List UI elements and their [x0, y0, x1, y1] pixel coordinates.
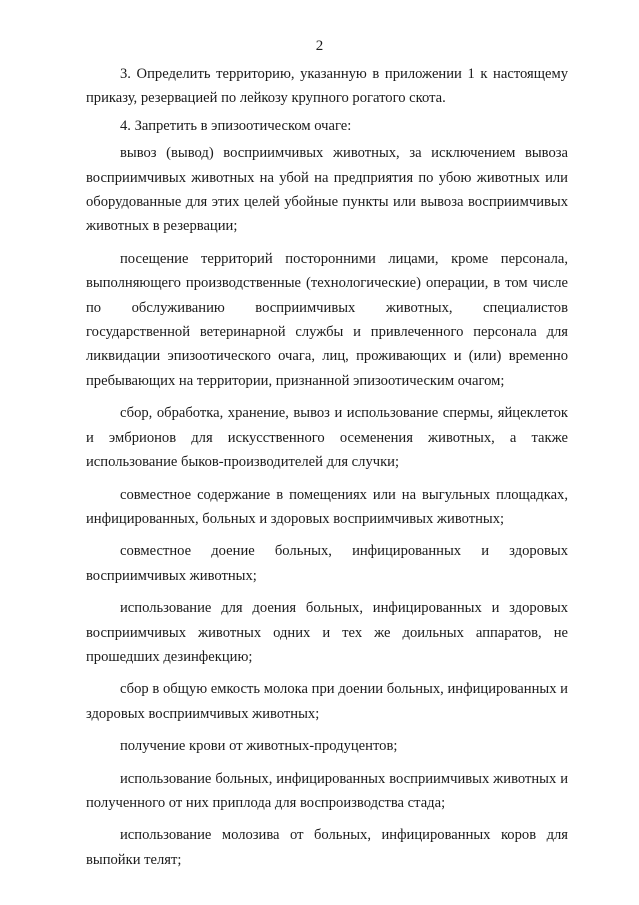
paragraph-ban-joint-keeping: совместное содержание в помещениях или на выгульных площадках, инфицированных, больных и здоровых восприимчивых животных;	[86, 486, 568, 527]
paragraph-ban-blood: получение крови от животных-продуцентов;	[120, 738, 398, 755]
paragraph-ban-reproduction: использование больных, инфицированных восприимчивых животных и полученного от них приплода для воспроизводства стада;	[86, 770, 568, 811]
page-number: 2	[315, 38, 324, 54]
paragraph-ban-shared-equipment: использование для доения больных, инфицированных и здоровых восприимчивых животных одних и тех же доильных аппаратов, не прошедших дезинфекцию;	[86, 600, 568, 665]
paragraph-ban-colostrum: использование молозива от больных, инфицированных коров для выпойки телят;	[86, 827, 568, 868]
paragraph-ban-joint-milking: совместное доение больных, инфицированных и здоровых восприимчивых животных;	[86, 543, 568, 584]
paragraph-ban-semen: сбор, обработка, хранение, вывоз и использование спермы, яйцеклеток и эмбрионов для искусственного осеменения животных, а также использование быков-производителей для случки;	[86, 405, 568, 471]
paragraph-ban-visits: посещение территорий посторонними лицами, кроме персонала, выполняющего производственные (технологические) операции, в том числе по обслуживанию восприимчивых животных, специалистов государственной ветеринарной службы и привлеченного персонала для ликвидации эпизоотического очага, лиц, проживающих и (или) временно пребывающих на территории, признанной эпизоотическим очагом;	[86, 250, 568, 389]
paragraph-ban-export: вывоз (вывод) восприимчивых животных, за исключением вывоза восприимчивых животных на убой на предприятия по убою животных или оборудованные для этих целей убойные пункты или вывоза восприимчивых животных в резервации;	[86, 145, 568, 235]
document-body	[86, 62, 568, 872]
paragraph-item-4-heading: 4. Запретить в эпизоотическом очаге:	[120, 117, 352, 134]
paragraph-ban-milk-collection: сбор в общую емкость молока при доении больных, инфицированных и здоровых восприимчивых животных;	[86, 681, 568, 722]
paragraph-item-3: 3. Определить территорию, указанную в приложении 1 к настоящему приказу, резервацией по лейкозу крупного рогатого скота.	[86, 66, 568, 107]
